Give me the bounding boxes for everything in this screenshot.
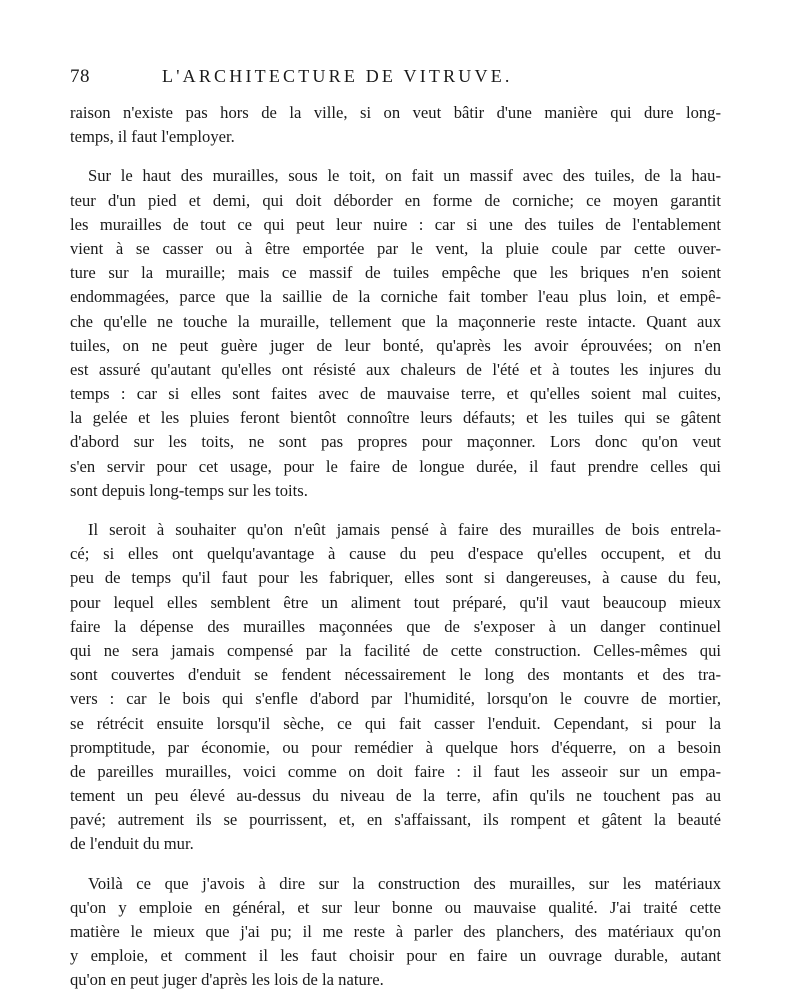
text-line: pavé; autrement ils se pourrissent, et, en s'affaissant, ils rompent et gâtent la beauté	[70, 810, 721, 830]
text-line: tement un peu élevé au-dessus du niveau de la terre, afin qu'ils ne touchent pas au	[70, 786, 721, 806]
running-head	[70, 66, 630, 92]
text-line: les murailles de tout ce qui peut leur nuire : car si une des tuiles de l'entablement	[70, 214, 721, 234]
paragraph	[70, 872, 721, 993]
text-line: vers : car le bois qui s'enfle d'abord par l'humidité, lorsqu'on le couvre de mortier,	[70, 689, 721, 709]
text-line: de l'enduit du mur.	[70, 834, 194, 854]
paragraph	[70, 101, 721, 149]
text-line: d'abord sur les toits, ne sont pas propres pour maçonner. Lors donc qu'on veut	[70, 432, 721, 452]
text-line: qu'on y emploie en général, et sur leur bonne ou mauvaise qualité. J'ai traité cette	[70, 897, 721, 917]
running-title: L'ARCHITECTURE DE VITRUVE.	[162, 66, 513, 86]
text-line: matière le mieux que j'ai pu; il me reste à parler des planchers, des matériaux qu'on	[70, 922, 721, 941]
text-line: peu de temps qu'il faut pour les fabriquer, elles sont si dangereuses, à cause du feu,	[70, 568, 721, 588]
text-line: est assuré qu'autant qu'elles ont résisté aux chaleurs de l'été et à toutes les injures du	[70, 359, 721, 379]
text-line: Sur le haut des murailles, sous le toit, on fait un massif avec des tuiles, de la hau-	[88, 166, 721, 186]
text-line: promptitude, par économie, ou pour remédier à quelque hors d'équerre, on a besoin	[70, 737, 721, 757]
text-line: faire la dépense des murailles maçonnées que de s'exposer à un danger continuel	[70, 616, 721, 636]
text-line: Voilà ce que j'avois à dire sur la construction des murailles, sur les matériaux	[88, 873, 721, 893]
text-line: tuiles, on ne peut guère juger de leur bonté, qu'après les avoir éprouvées; on n'en	[70, 335, 721, 355]
text-line: qu'on en peut juger d'après les lois de la nature.	[70, 970, 384, 990]
text-line: cé; si elles ont quelqu'avantage à cause du peu d'espace qu'elles occupent, et du	[70, 544, 721, 564]
text-line: sont couvertes d'enduit se fendent nécessairement le long des montants et des tra-	[70, 665, 721, 685]
text-line: se rétrécit ensuite lorsqu'il sèche, ce qui fait casser l'enduit. Cependant, si pour la	[70, 713, 721, 733]
paragraph	[70, 164, 721, 503]
paragraph	[70, 518, 721, 857]
body-text	[70, 101, 721, 993]
text-line: y emploie, et comment il les faut choisir pour en faire un ouvrage durable, autant	[70, 946, 721, 966]
text-line: ture sur la muraille; mais ce massif de tuiles empêche que les briques n'en soient	[70, 263, 721, 283]
text-line: de pareilles murailles, voici comme on doit faire : il faut les asseoir sur un empa-	[70, 761, 721, 781]
text-line: Il seroit à souhaiter qu'on n'eût jamais pensé à faire des murailles de bois entrela-	[88, 520, 721, 539]
text-line: pour lequel elles semblent être un aliment tout préparé, qu'il vaut beaucoup mieux	[70, 592, 721, 612]
text-line: sont depuis long-temps sur les toits.	[70, 480, 308, 500]
text-line: vient à se casser ou à être emportée par le vent, la pluie coule par cette ouver-	[70, 238, 721, 258]
text-line: temps, il faut l'employer.	[70, 127, 235, 147]
text-line: qui ne sera jamais compensé par la facilité de cette construction. Celles-mêmes qui	[70, 640, 721, 660]
text-line: raison n'existe pas hors de la ville, si on veut bâtir d'une manière qui dure long-	[70, 103, 721, 122]
text-line: teur d'un pied et demi, qui doit déborder en forme de corniche; ce moyen garantit	[70, 190, 721, 210]
page-number: 78	[70, 66, 90, 87]
text-line: temps : car si elles sont faites avec de mauvaise terre, et qu'elles soient mal cuites,	[70, 384, 721, 404]
text-line: che qu'elle ne touche la muraille, tellement que la maçonnerie reste intacte. Quant aux	[70, 311, 721, 331]
text-line: s'en servir pour cet usage, pour le faire de longue durée, il faut prendre celles qui	[70, 456, 721, 476]
text-line: endommagées, parce que la saillie de la corniche fait tomber l'eau plus loin, et empê-	[70, 287, 721, 307]
text-line: la gelée et les pluies feront bientôt connoître leurs défauts; et les tuiles qui se gâtent	[70, 408, 721, 428]
